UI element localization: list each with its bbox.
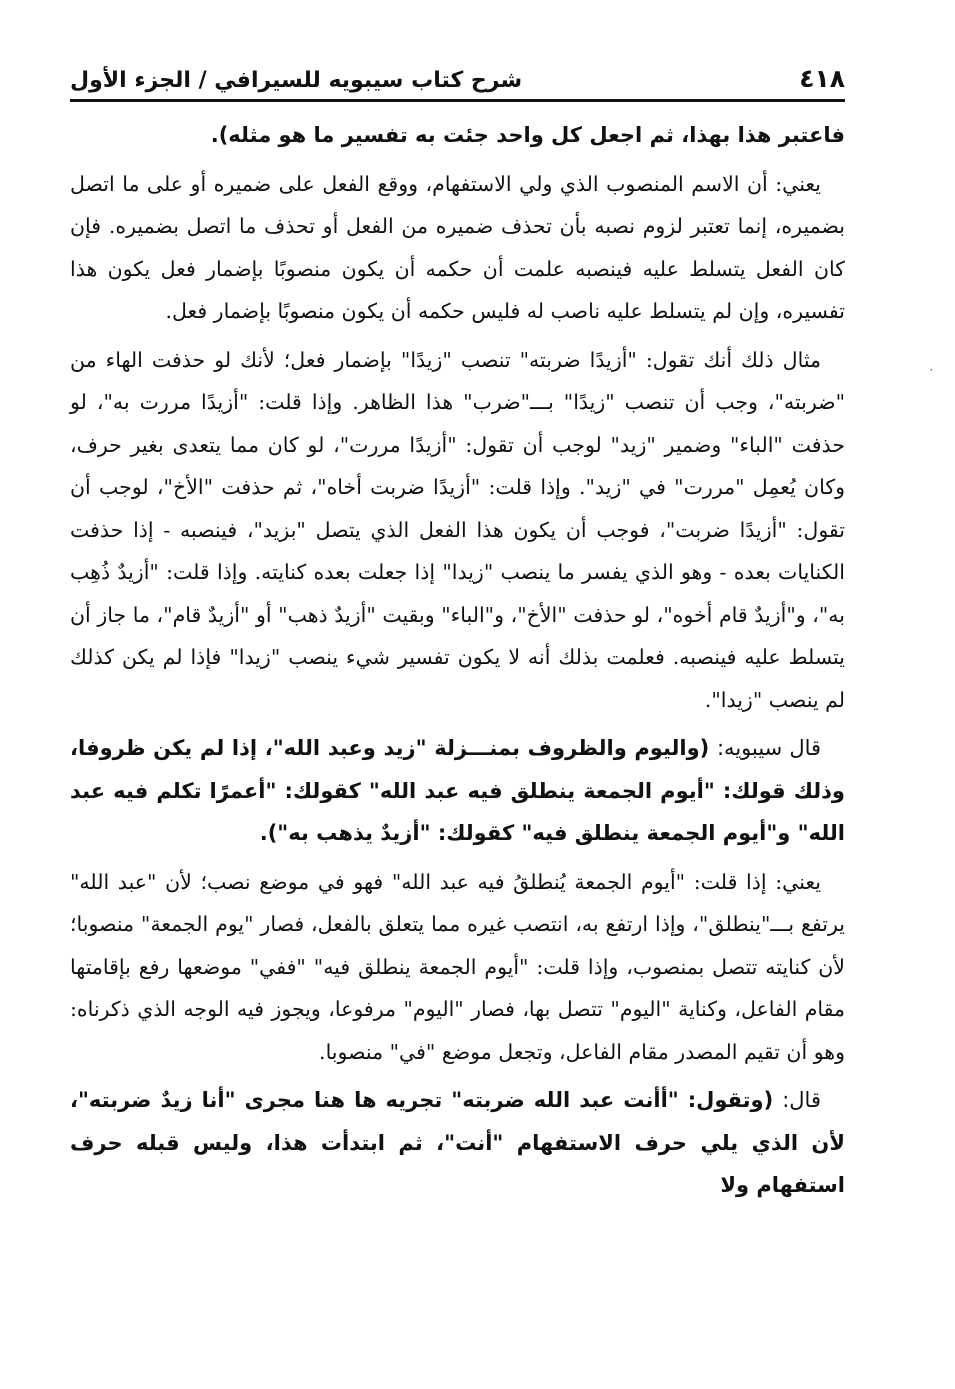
- quote-continuation: فاعتبر هذا بهذا، ثم اجعل كل واحد جئت به تفسير ما هو مثله).: [210, 123, 845, 147]
- running-title: شرح كتاب سيبويه للسيرافي / الجزء الأول: [70, 68, 523, 93]
- commentary-paragraph-1: يعني: أن الاسم المنصوب الذي ولي الاستفهام، ووقع الفعل على ضميره أو على ما اتصل بضميره، إنما تعتبر لزوم نصبه بأن تحذف ضميره من الفعل أو تحذف ما اتصل بضميره. فإن كان الفعل يتسلط عليه فينصبه علمت أن حكمه أن يكون منصوبًا بإضمار فعل يكون هذا تفسيره، وإن لم يتسلط عليه ناصب له فليس حكمه أن يكون منصوبًا بإضمار فعل.: [70, 171, 845, 323]
- sibawayh-quote-paragraph: [70, 727, 845, 855]
- quote-text-2: (وتقول: "أأنت عبد الله ضربته" تجريه ها هنا مجرى "أنا زيدٌ ضربته"، لأن الذي يلي حرف الاستفهام "أنت"، ثم ابتدأت هذا، وليس قبله حرف استفهام ولا: [70, 1088, 845, 1197]
- quote-lead-in-2: قال:: [782, 1088, 821, 1112]
- quote-text: (واليوم والظروف بمنـــزلة "زيد وعبد الله"، إذا لم يكن ظروفا، وذلك قولك: "أيوم الجمعة ينطلق فيه عبد الله" كقولك: "أعمرًا تكلم فيه عبد الله" و"أيوم الجمعة ينطلق فيه" كقولك: "أزيدٌ يذهب به").: [70, 736, 845, 845]
- page-number: ٤١٨: [799, 64, 845, 93]
- commentary-paragraph-3: يعني: إذا قلت: "أيوم الجمعة يُنطلقُ فيه عبد الله" فهو في موضع نصب؛ لأن "عبد الله" يرتفع بـــ"ينطلق"، وإذا ارتفع به، انتصب غيره مما يتعلق بالفعل، فصار "يوم الجمعة" منصوبا؛ لأن كنايته تتصل بمنصوب، وإذا قلت: "أيوم الجمعة ينطلق فيه" "ففي" موضعها رفع بإقامتها مقام الفاعل، وكناية "اليوم" تتصل بها، فصار "اليوم" مرفوعا، ويجوز فيه الوجه الذي ذكرناه: وهو أن تقيم المصدر مقام الفاعل، وتجعل موضع "في" منصوبا.: [70, 869, 845, 1064]
- quote-lead-in: قال سيبويه:: [716, 736, 822, 760]
- commentary-paragraph-2: مثال ذلك أنك تقول: "أزيدًا ضربته" تنصب "زيدًا" بإضمار فعل؛ لأنك لو حذفت الهاء من "ضربته"، وجب أن تنصب "زيدًا" بـــ"ضرب" هذا الظاهر. وإذا قلت: "أزيدًا مررت به"، لو حذفت "الباء" وضمير "زيد" لوجب أن تقول: "أزيدًا مررت"، لو كان مما يتعدى بغير حرف، وكان يُعمِل "مررت" في "زيد". وإذا قلت: "أزيدًا ضربت أخاه"، ثم حذفت "الأخ"، لوجب أن تقول: "أزيدًا ضربت"، فوجب أن يكون هذا الفعل الذي يتصل "بزيد"، فينصبه - إذا حذفت الكنايات بعده - وهو الذي يفسر ما ينصب "زيدا" إذا جعلت بعده كنايته. وإذا قلت: "أزيدٌ ذُهِب به"، و"أزيدٌ قام أخوه"، لو حذفت "الأخ"، و"الباء" وبقيت "أزيدٌ ذهب" أو "أزيدٌ قام"، ما جاز أن يتسلط عليه فينصبه. فعلمت بذلك أنه لا يكون تفسير شيء ينصب "زيدا" فإذا لم يكن كذلك لم ينصب "زيدا".: [70, 347, 845, 712]
- book-page: [70, 55, 845, 1213]
- margin-mark: ٠: [928, 362, 935, 376]
- page-header: [70, 55, 845, 93]
- header-rule: [70, 99, 845, 102]
- second-quote-paragraph: [70, 1079, 845, 1207]
